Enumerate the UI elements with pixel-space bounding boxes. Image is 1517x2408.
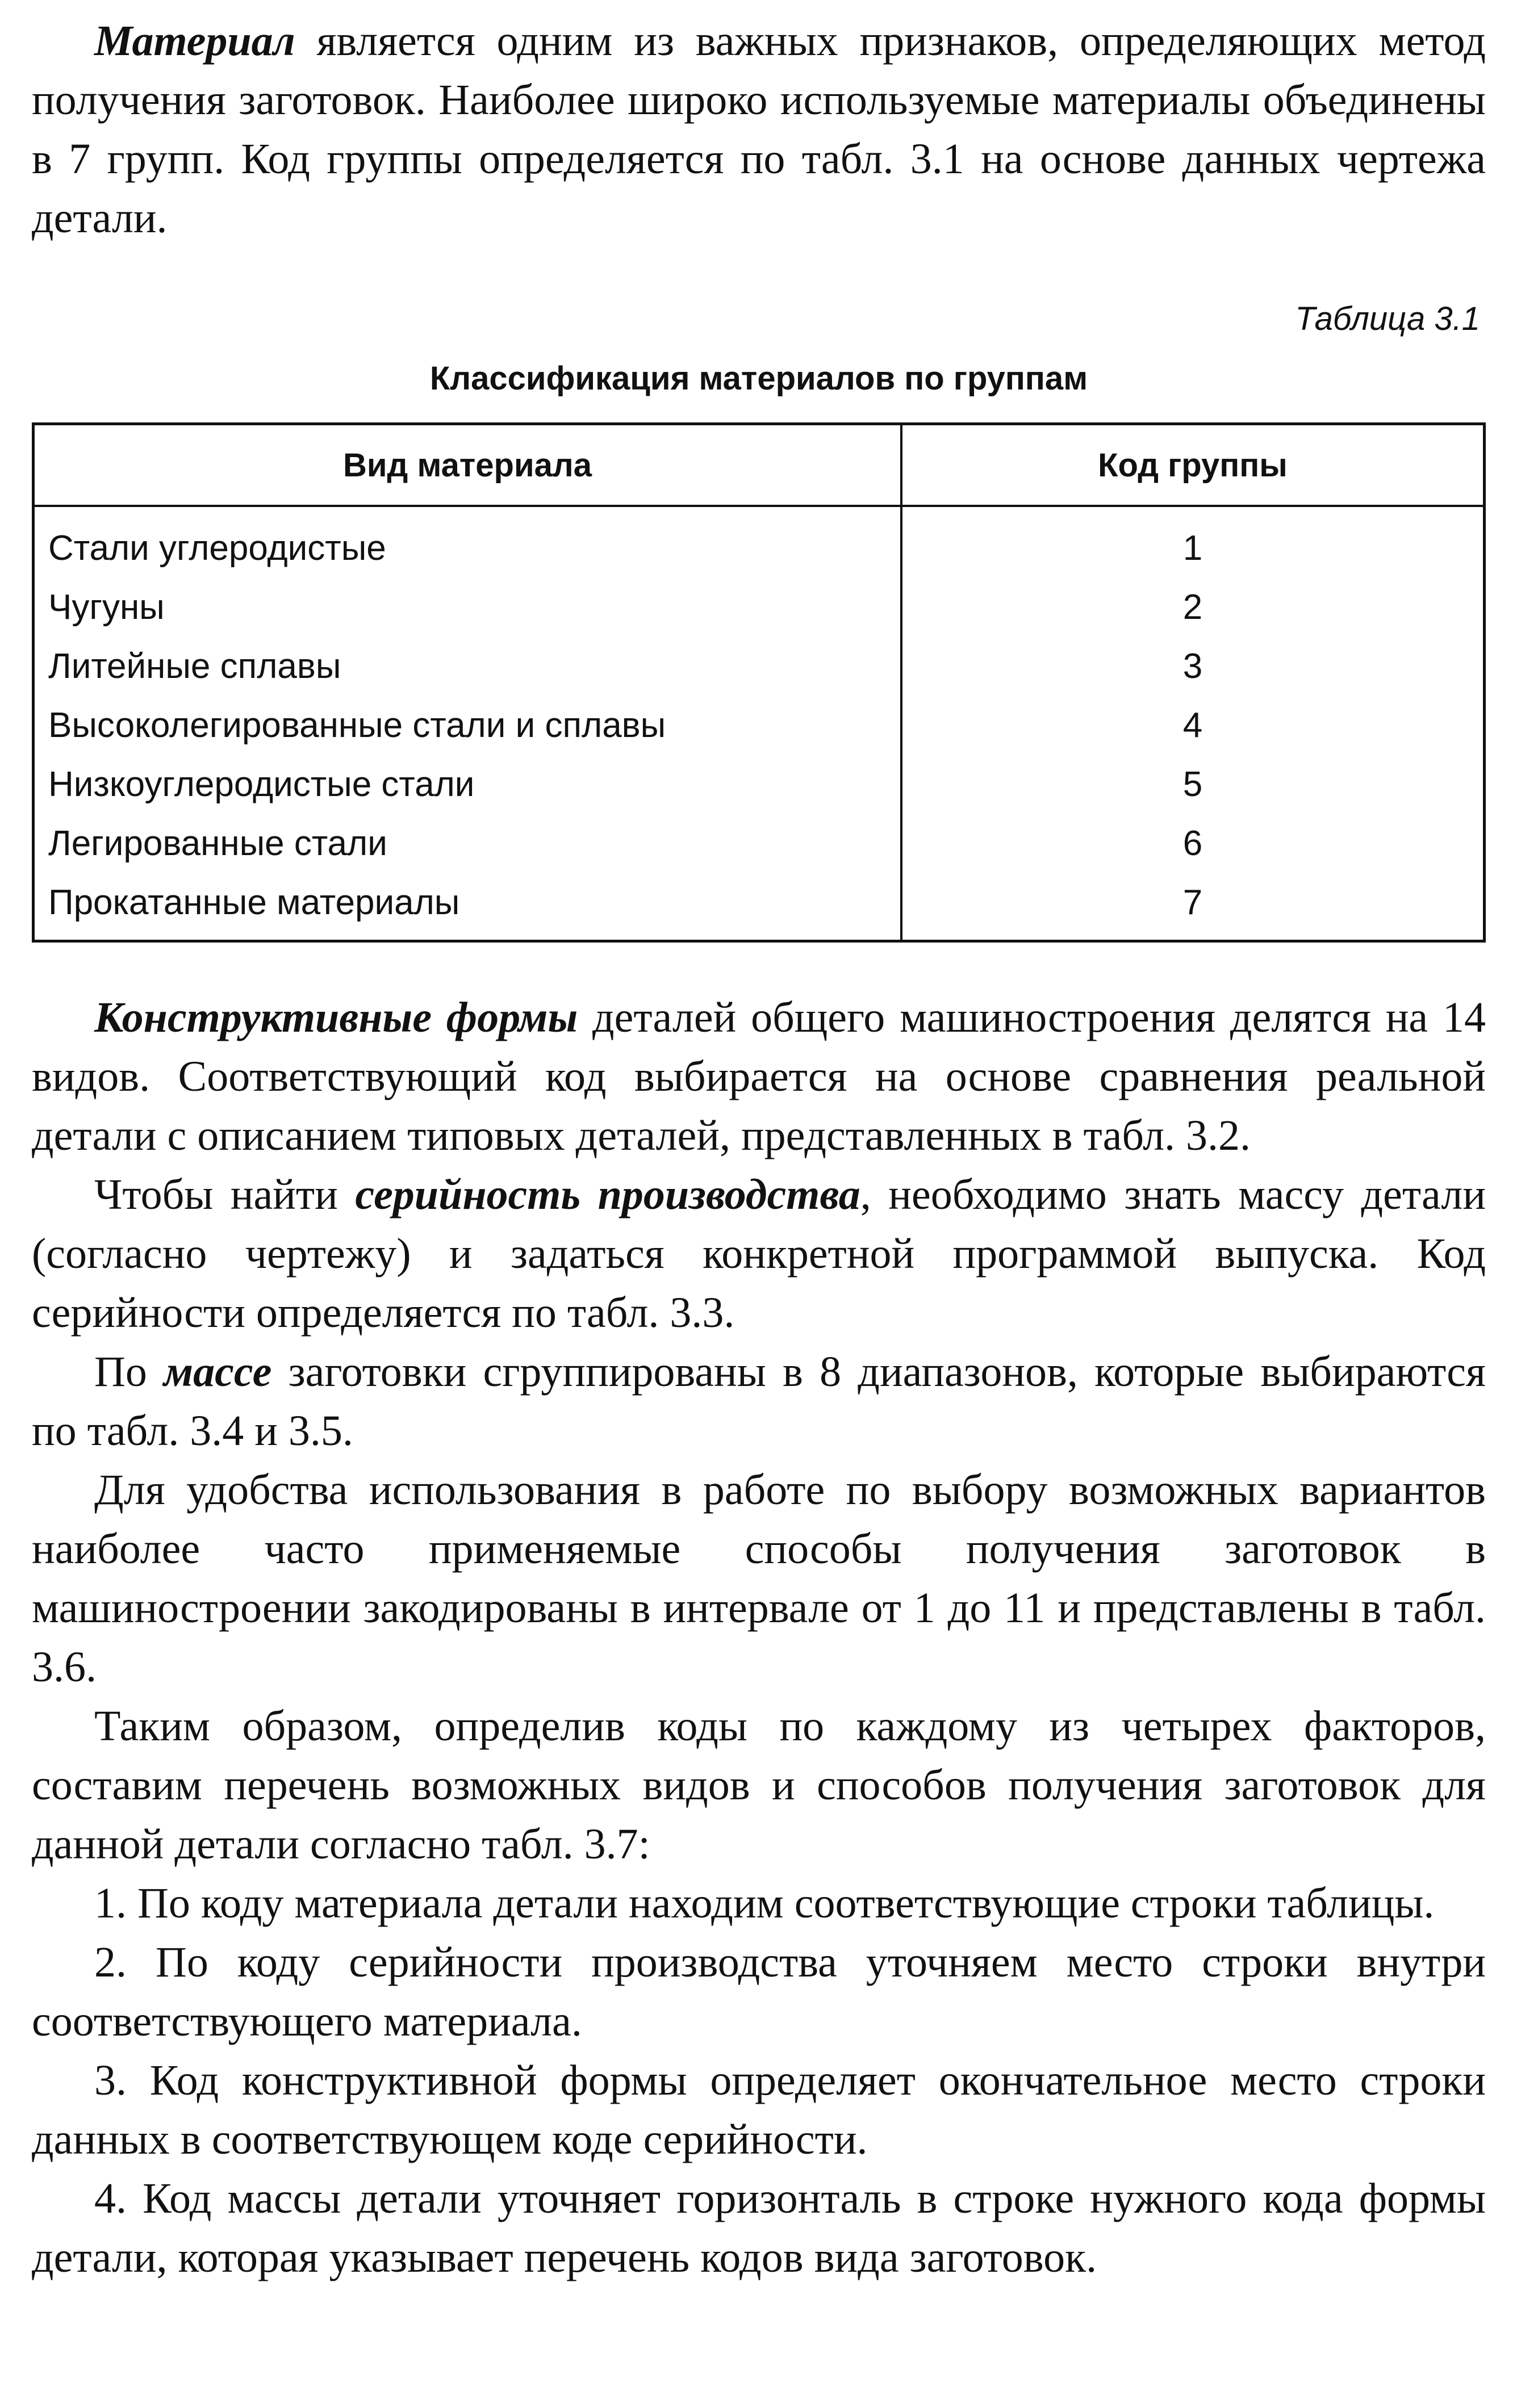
header-group-code: Код группы: [901, 424, 1485, 506]
material-name: Прокатанные материалы: [34, 873, 902, 941]
group-code: 5: [1182, 764, 1203, 804]
page: [32, 11, 1486, 2287]
paragraph-text: Чтобы найти: [94, 1171, 356, 1218]
material-name: Легированные стали: [34, 814, 902, 873]
paragraph-text: заготовки сгруппированы в 8 диапазонов, которые выбираются по табл. 3.4 и 3.5.: [32, 1348, 1486, 1455]
group-code: 7: [1182, 882, 1203, 922]
term-mass: массе: [164, 1348, 272, 1396]
paragraph-forms: [32, 988, 1486, 1165]
body-text: [32, 988, 1486, 2287]
paragraph-text: деталей общего машиностроения делятся на 14 видов. Соответствующий код выбирается на основе сравнения реальной детали с описанием типовых деталей, представленных в табл. 3.2.: [32, 994, 1486, 1159]
step-1: 1. По коду материала детали находим соответствующие строки таблицы.: [94, 1879, 1435, 1927]
table-row: [34, 636, 1485, 696]
table-row: [34, 755, 1485, 814]
step-3: 3. Код конструктивной формы определяет окончательное место строки данных в соответствующем коде серийности.: [32, 2057, 1486, 2163]
group-code: 4: [1182, 705, 1203, 745]
term-forms: Конструктивные формы: [94, 994, 578, 1041]
header-material-type: Вид материала: [34, 424, 902, 506]
group-code: 3: [1182, 646, 1203, 686]
table-header-row: [34, 424, 1485, 506]
material-name: Низкоуглеродистые стали: [34, 755, 902, 814]
paragraph-text: , необходимо знать массу детали (согласно чертежу) и задаться конкретной программой выпуска. Код серийности определяется по табл. 3.3.: [32, 1171, 1486, 1337]
table-row: [34, 506, 1485, 577]
material-name: Стали углеродистые: [34, 506, 902, 577]
table-caption: Таблица 3.1: [1295, 300, 1480, 337]
materials-table: [32, 422, 1486, 943]
table-row: [34, 814, 1485, 873]
term-seriality: серийность производства: [355, 1171, 860, 1218]
step-4: 4. Код массы детали уточняет горизонталь в строке нужного кода формы детали, которая указывает перечень кодов вида заготовок.: [32, 2175, 1486, 2281]
material-name: Чугуны: [34, 577, 902, 636]
group-code: 1: [1182, 528, 1203, 568]
intro-text: является одним из важных признаков, определяющих метод получения заготовок. Наиболее широко используемые материалы объединены в 7 групп. Код группы определяется по табл. 3.1 на основе данных чертежа детали.: [32, 17, 1486, 242]
group-code: 2: [1182, 587, 1203, 627]
step-2: 2. По коду серийности производства уточняем место строки внутри соответствующего материала.: [32, 1938, 1486, 2045]
table-row: [34, 873, 1485, 941]
table-row: [34, 696, 1485, 755]
table-title: Классификация материалов по группам: [429, 360, 1088, 397]
paragraph-seriality: [32, 1165, 1486, 1342]
group-code: 6: [1182, 823, 1203, 863]
paragraph-text: По: [94, 1348, 164, 1396]
paragraph-summary: Таким образом, определив коды по каждому из четырех факторов, составим перечень возможных видов и способов получения заготовок для данной детали согласно табл. 3.7:: [32, 1702, 1486, 1868]
paragraph-methods: Для удобства использования в работе по выбору возможных вариантов наиболее часто применяемые способы получения заготовок в машиностроении закодированы в интервале от 1 до 11 и представлены в табл. 3.6.: [32, 1466, 1486, 1691]
table-row: [34, 577, 1485, 636]
material-name: Литейные сплавы: [34, 636, 902, 696]
material-name: Высоколегированные стали и сплавы: [34, 696, 902, 755]
paragraph-mass: [32, 1342, 1486, 1460]
intro-paragraph: [32, 11, 1486, 248]
term-material: Материал: [94, 17, 295, 65]
